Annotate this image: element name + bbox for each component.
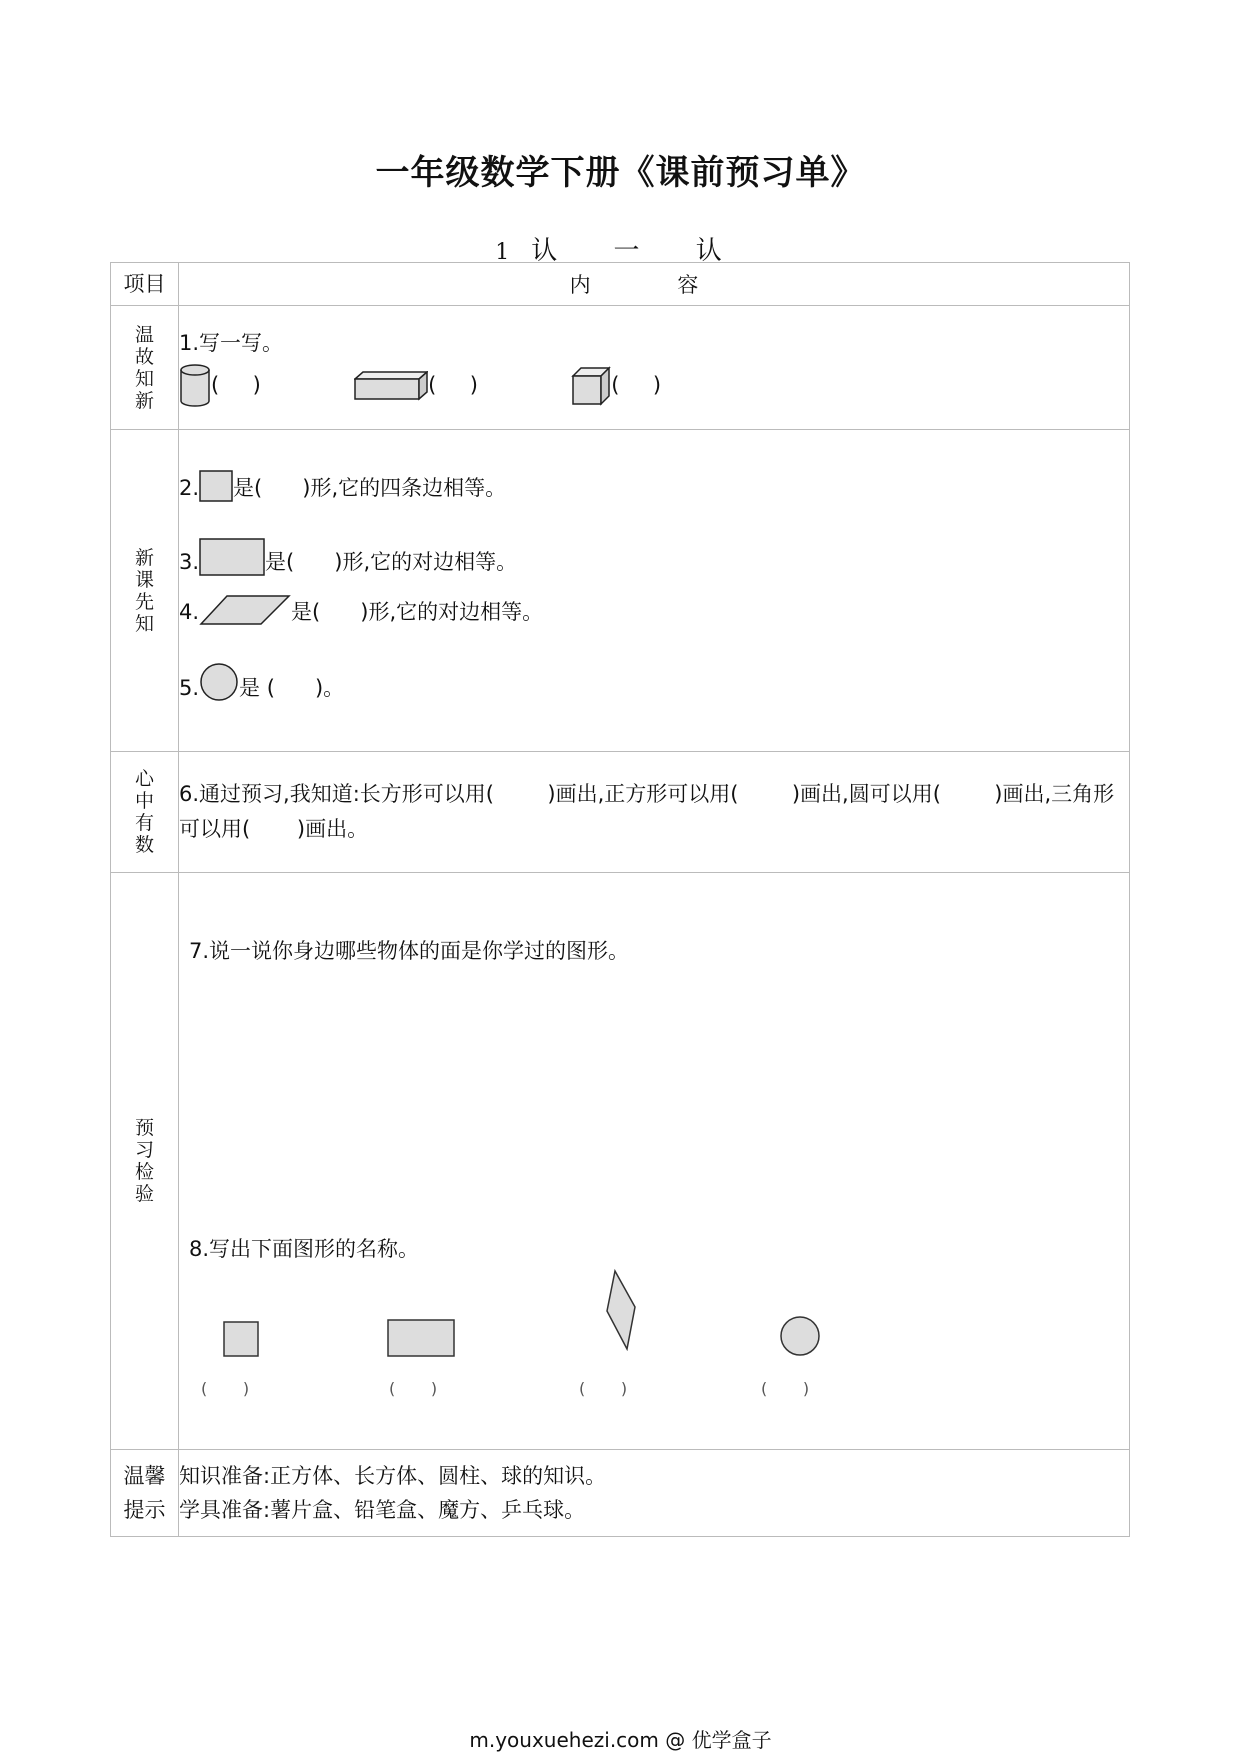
- question-7: 7.说一说你身边哪些物体的面是你学过的图形。: [189, 939, 630, 963]
- label-check: 预 习 检 验: [111, 873, 179, 1450]
- content-review: [179, 306, 1130, 430]
- cuboid-icon: [354, 371, 428, 401]
- q8-blank-1: ( ): [201, 1379, 250, 1398]
- q8-circle-icon: [779, 1315, 821, 1357]
- row-new-lesson: [111, 430, 1130, 752]
- worksheet-table: [110, 262, 1130, 1537]
- question-5: 5. 是 ( )。: [179, 662, 1129, 712]
- q8-blank-4: ( ): [761, 1379, 810, 1398]
- lesson-number: 1: [495, 240, 510, 265]
- header-row: [111, 263, 1130, 306]
- parallelogram-icon: [199, 594, 291, 626]
- cylinder-icon: [179, 363, 211, 409]
- question-3: 3. 是( )形,它的对边相等。: [179, 538, 1129, 588]
- cube-icon: [571, 366, 611, 406]
- blank-1a: ( ): [211, 372, 261, 397]
- tips-line-1: 知识准备:正方体、长方体、圆柱、球的知识。: [179, 1464, 607, 1488]
- question-8: 8.写出下面图形的名称。: [189, 1237, 420, 1261]
- label-review: 温 故 知 新: [111, 306, 179, 430]
- header-item: 项目: [111, 263, 179, 306]
- q8-parallelogram-icon: [605, 1269, 637, 1351]
- label-new-lesson: 新 课 先 知: [111, 430, 179, 752]
- question-4: 4. 是( )形,它的对边相等。: [179, 594, 1129, 644]
- label-summary: 心 中 有 数: [111, 752, 179, 873]
- rectangle-icon: [199, 538, 265, 576]
- tips-line-2: 学具准备:薯片盒、铅笔盒、魔方、乒乓球。: [179, 1498, 586, 1522]
- header-content: 内 容: [179, 263, 1130, 306]
- row-check: [111, 873, 1130, 1450]
- question-6: 6.通过预习,我知道:长方形可以用( )画出,正方形可以用( )画出,圆可以用( )画出,三角形可以用( )画出。: [179, 752, 1130, 873]
- q8-square-icon: [223, 1321, 259, 1357]
- square-icon: [199, 470, 233, 502]
- blank-1c: ( ): [611, 372, 662, 397]
- lesson-name: 认 一 认: [531, 236, 746, 266]
- content-tips: [179, 1450, 1130, 1537]
- blank-1b: ( ): [428, 372, 478, 397]
- q8-blank-3: ( ): [579, 1379, 628, 1398]
- row-tips: [111, 1450, 1130, 1537]
- page-title: 一年级数学下册《课前预习单》: [375, 153, 866, 193]
- row-summary: [111, 752, 1130, 873]
- label-tips: 温馨 提示: [111, 1450, 179, 1537]
- content-check: [179, 873, 1130, 1450]
- content-new-lesson: [179, 430, 1130, 752]
- q8-rectangle-icon: [387, 1319, 455, 1357]
- q8-blank-2: ( ): [389, 1379, 438, 1398]
- row-review: [111, 306, 1130, 430]
- circle-icon: [199, 662, 239, 702]
- footer-watermark: m.youxuehezi.com @ 优学盒子: [469, 1728, 772, 1752]
- question-1: 1.写一写。: [179, 330, 284, 355]
- question-2: 2. 是( )形,它的四条边相等。: [179, 470, 1129, 520]
